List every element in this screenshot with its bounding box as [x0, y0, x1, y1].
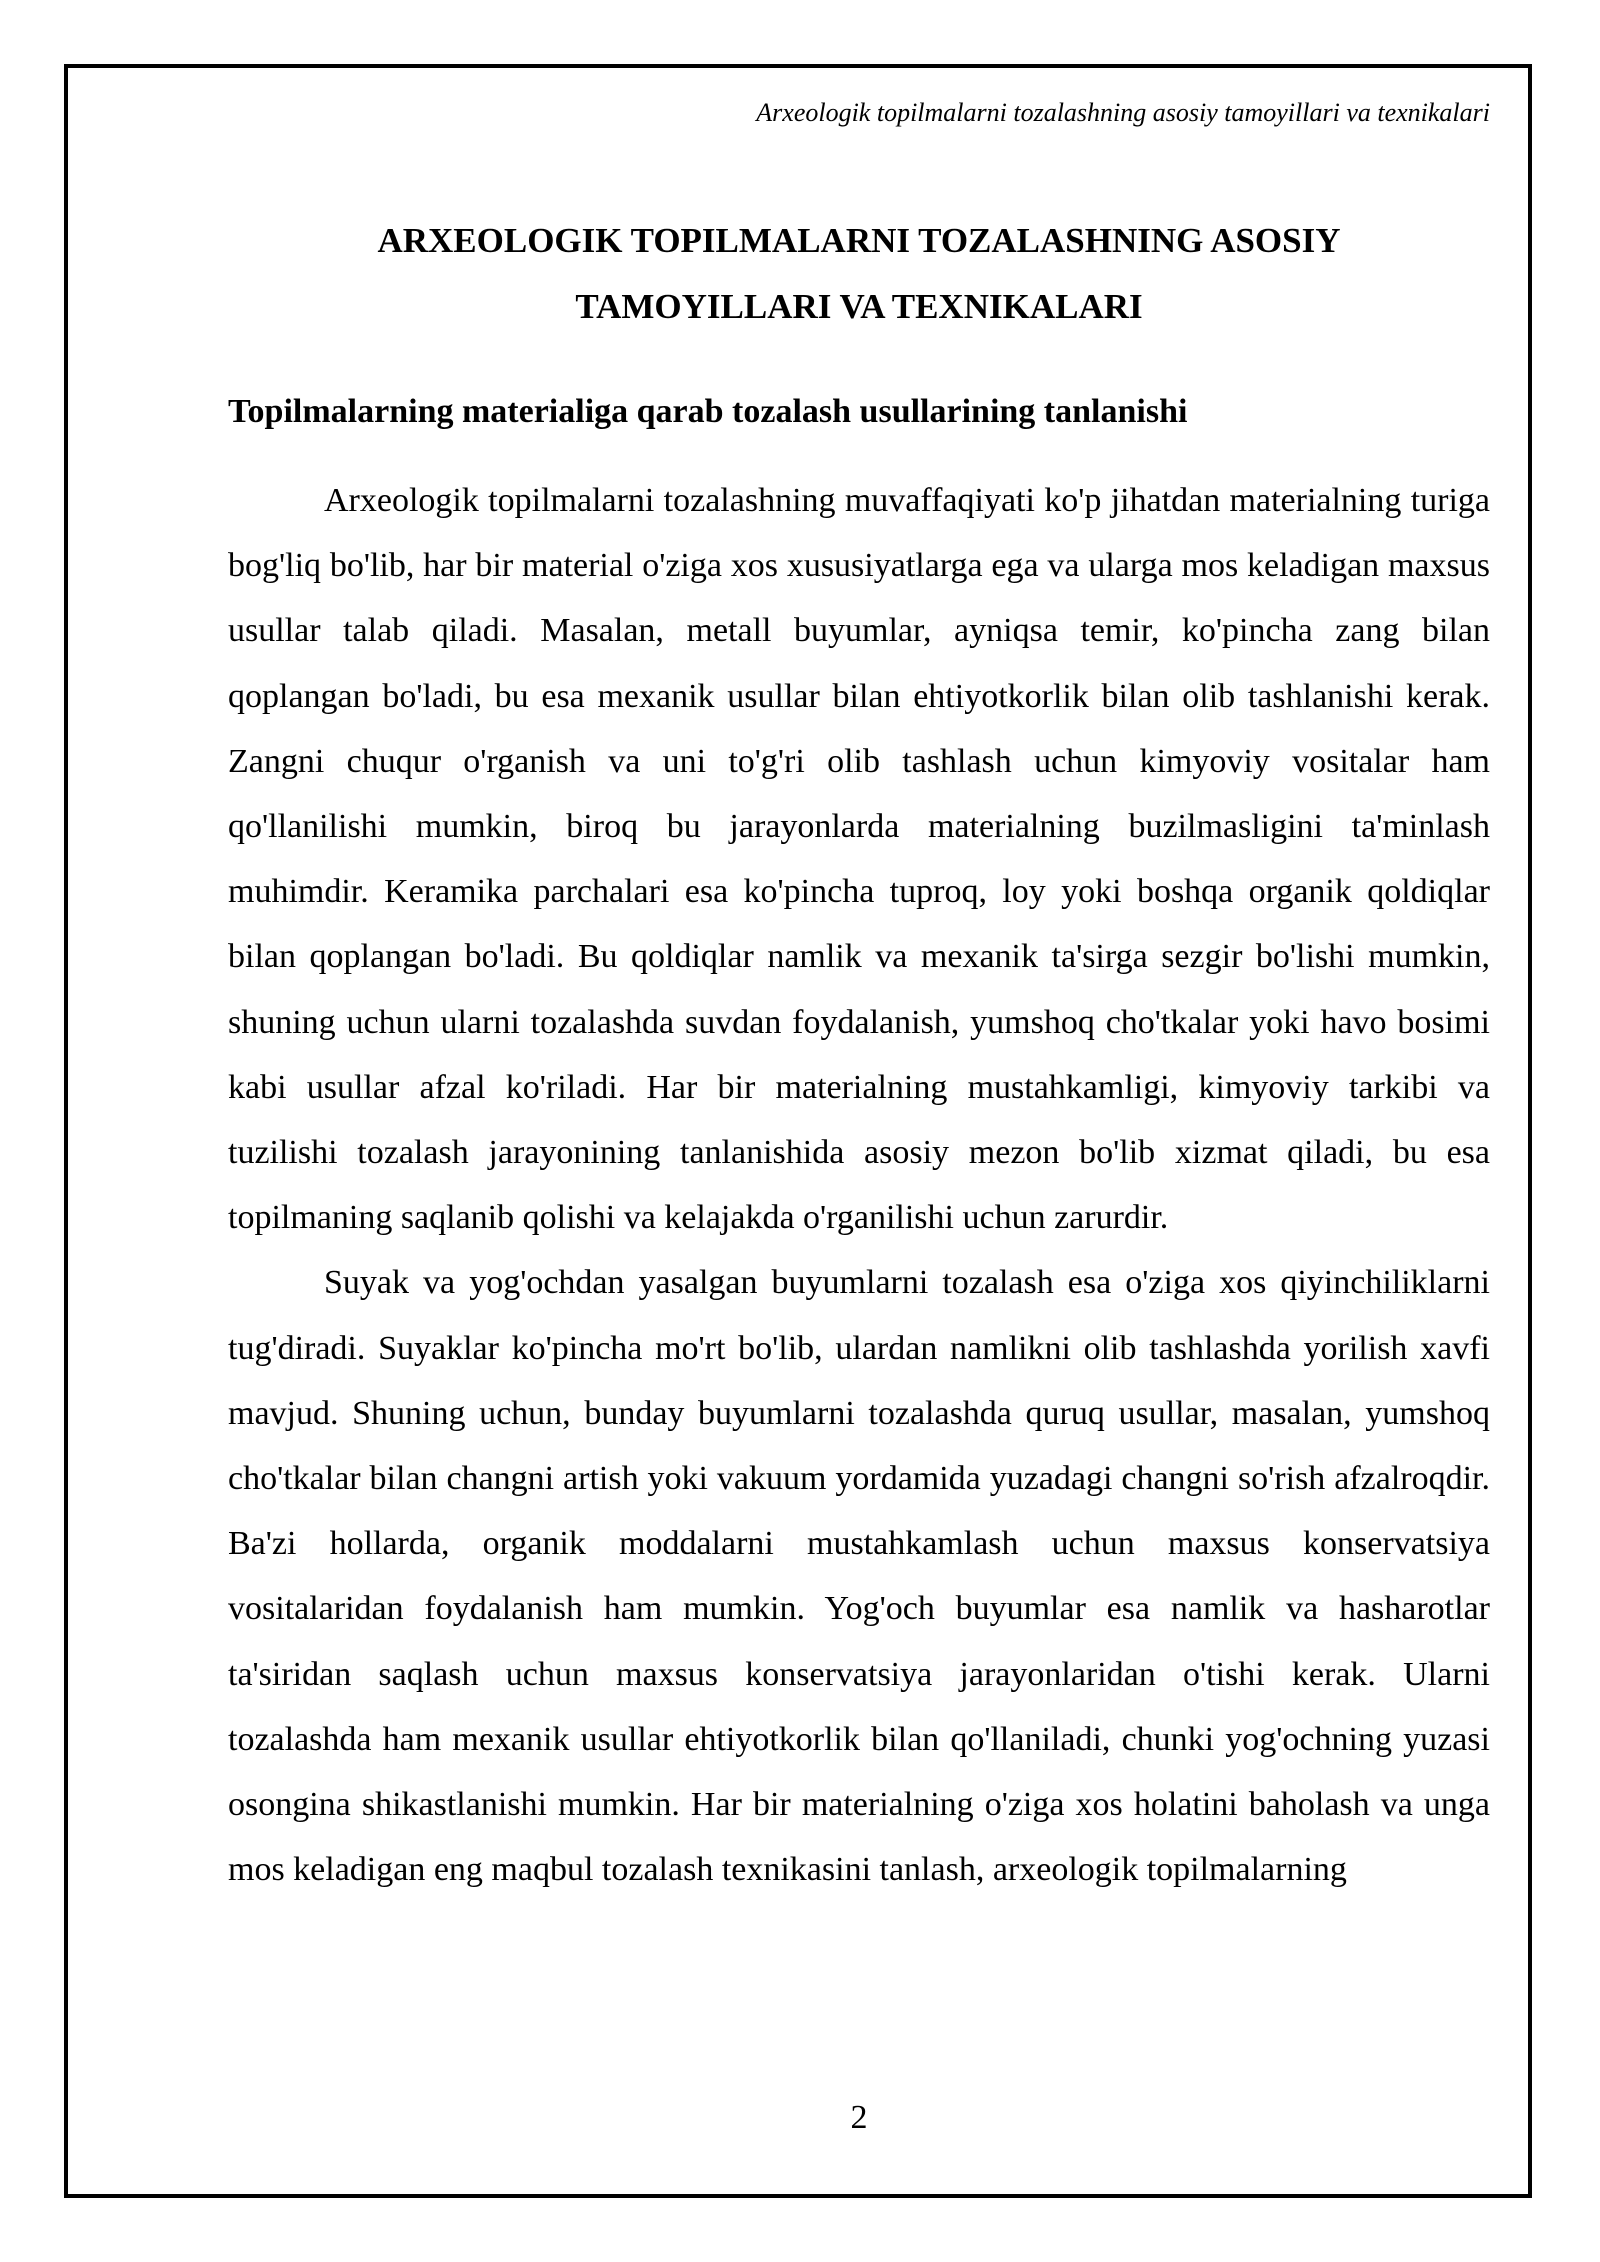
paragraph: Arxeologik topilmalarni tozalashning muvaffaqiyati ko'p jihatdan materialning turiga bog'liq bo'lib, har bir material o'ziga xos xususiyatlarga ega va ularga mos keladigan maxsus usullar talab qiladi. Masalan, metall buyumlar, ayniqsa temir, ko'pincha zang bilan qoplangan bo'ladi, bu esa mexanik usullar bilan ehtiyotkorlik bilan olib tashlanishi kerak. Zangni chuqur o'rganish va uni to'g'ri olib tashlash uchun kimyoviy vositalar ham qo'llanilishi mumkin, biroq bu jarayonlarda materialning buzilmasligini ta'minlash muhimdir. Keramika parchalari esa ko'pincha tuproq, loy yoki boshqa organik qoldiqlar bilan qoplangan bo'ladi. Bu qoldiqlar namlik va mexanik ta'sirga sezgir bo'lishi mumkin, shuning uchun ularni tozalashda suvdan foydalanish, yumshoq cho'tkalar yoki havo bosimi kabi usullar afzal ko'riladi. Har bir materialning mustahkamligi, kimyoviy tarkibi va tuzilishi tozalash jarayonining tanlanishida asosiy mezon bo'lib xizmat qiladi, bu esa topilmaning saqlanib qolishi va kelajakda o'rganilishi uchun zarurdir.	[228, 482, 1490, 1237]
document-title	[228, 208, 1490, 340]
document-title-line-1: ARXEOLOGIK TOPILMALARNI TOZALASHNING ASOSIY	[377, 221, 1341, 260]
section-heading: Topilmalarning materialiga qarab tozalash usullarining tanlanishi	[228, 393, 1188, 430]
paragraph: Suyak va yog'ochdan yasalgan buyumlarni tozalash esa o'ziga xos qiyinchiliklarni tug'diradi. Suyaklar ko'pincha mo'rt bo'lib, ulardan namlikni olib tashlashda yorilish xavfi mavjud. Shuning uchun, bunday buyumlarni tozalashda quruq usullar, masalan, yumshoq cho'tkalar bilan changni artish yoki vakuum yordamida yuzadagi changni so'rish afzalroqdir. Ba'zi hollarda, organik moddalarni mustahkamlash uchun maxsus konservatsiya vositalaridan foydalanish ham mumkin. Yog'och buyumlar esa namlik va hasharotlar ta'siridan saqlash uchun maxsus konservatsiya jarayonlaridan o'tishi kerak. Ularni tozalashda ham mexanik usullar ehtiyotkorlik bilan qo'llaniladi, chunki yog'ochning yuzasi osongina shikastlanishi mumkin. Har bir materialning o'ziga xos holatini baholash va unga mos keladigan eng maqbul tozalash texnikasini tanlash, arxeologik topilmalarning	[228, 1264, 1490, 1889]
running-header: Arxeologik topilmalarni tozalashning asosiy tamoyillari va texnikalari	[756, 98, 1490, 127]
page-number: 2	[850, 2099, 868, 2136]
document-title-line-2: TAMOYILLARI VA TEXNIKALARI	[575, 287, 1143, 326]
body-text	[228, 468, 1490, 1902]
